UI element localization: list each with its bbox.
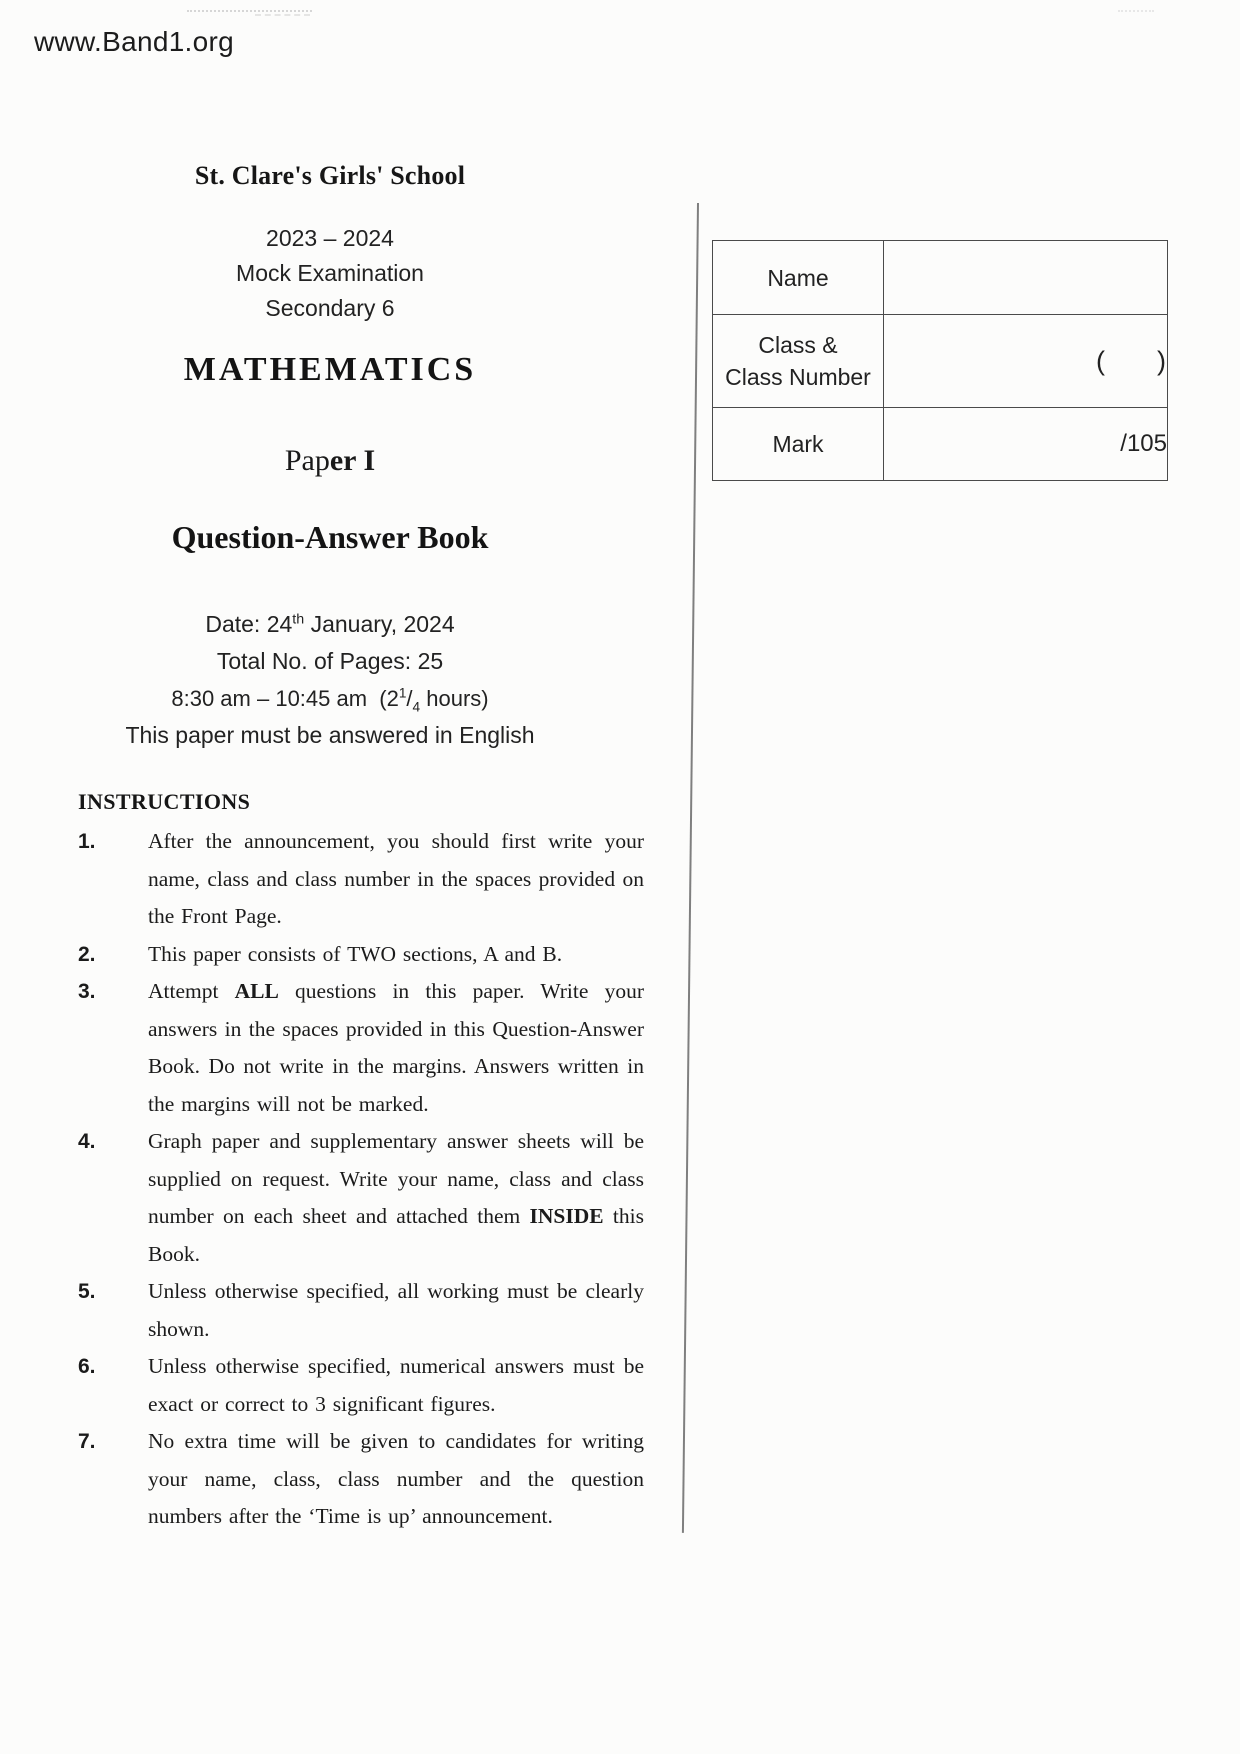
exam-date-ordinal: th: [292, 611, 305, 628]
table-row: [713, 315, 1168, 408]
school-name: St. Clare's Girls' School: [194, 161, 466, 190]
total-pages: Total No. of Pages: 25: [216, 648, 444, 674]
class-label-line1: Class &: [758, 332, 838, 358]
subject-title: MATHEMATICS: [183, 351, 477, 388]
school-year: 2023 – 2024: [266, 225, 394, 251]
class-value-cell: ( ): [884, 315, 1168, 408]
instruction-number: 7.: [78, 1430, 96, 1453]
paper-number: [0, 444, 660, 478]
scan-artifact: [1118, 10, 1154, 12]
instructions-list: [78, 823, 644, 1536]
instruction-item: [78, 1423, 644, 1536]
scan-artifact: [187, 10, 312, 12]
table-row: [713, 408, 1168, 481]
name-label: Name: [713, 241, 884, 315]
instruction-number: 5.: [78, 1280, 96, 1303]
instruction-item: [78, 1273, 644, 1348]
instructions-title: INSTRUCTIONS: [78, 789, 251, 814]
instruction-item: [78, 973, 644, 1123]
language-note: This paper must be answered in English: [125, 722, 535, 748]
paper-number-prefix: Pap: [284, 444, 330, 477]
class-label-line2: Class Number: [725, 364, 871, 390]
exam-date: [0, 611, 660, 638]
instruction-item: [78, 1348, 644, 1423]
exam-time-text: 8:30 am – 10:45 am (2: [171, 686, 399, 711]
mark-value-cell: /105: [884, 408, 1168, 481]
instruction-text: No extra time will be given to candidates for writing your name, class, class number and the question numbers after the ‘Time is up’ announcement.: [148, 1429, 644, 1528]
mark-label: Mark: [713, 408, 884, 481]
exam-date-text: Date: 24: [205, 611, 293, 637]
fraction-denominator: 4: [412, 699, 421, 715]
exam-date-rest: January, 2024: [304, 611, 455, 637]
instruction-text: Unless otherwise specified, numerical answers must be exact or correct to 3 significant figures.: [148, 1354, 644, 1416]
scan-artifact: [255, 14, 310, 16]
instruction-text: Unless otherwise specified, all working must be clearly shown.: [148, 1279, 644, 1341]
instruction-item: [78, 1123, 644, 1273]
margin-rule: [682, 203, 699, 1533]
instruction-number: 3.: [78, 980, 96, 1003]
instruction-text: After the announcement, you should first write your name, class and class number in the spaces provided on the Front Page.: [148, 829, 644, 928]
instructions-section: [78, 790, 644, 1536]
instruction-number: 2.: [78, 942, 96, 966]
instruction-item: [78, 936, 644, 974]
instruction-number: 6.: [78, 1355, 96, 1378]
table-row: [713, 241, 1168, 315]
instruction-text: Attempt ALL questions in this paper. Write your answers in the spaces provided in this Question-Answer Book. Do not write in the margins. Answers written in the margins will not be marked.: [148, 979, 645, 1116]
class-label: [713, 315, 884, 408]
exam-time: [0, 685, 660, 715]
site-watermark: www.Band1.org: [34, 26, 235, 57]
exam-time-rest: hours): [420, 686, 489, 711]
instruction-text: This paper consists of TWO sections, A and B.: [148, 941, 563, 966]
fraction-numerator: 1: [398, 685, 407, 701]
instruction-item: [78, 823, 644, 936]
exam-level: Secondary 6: [265, 295, 395, 321]
exam-title: Mock Examination: [236, 260, 424, 286]
instruction-number: 4.: [78, 1130, 96, 1153]
fraction-slash: /: [406, 686, 413, 711]
paper-number-suffix: er I: [329, 444, 376, 477]
instruction-text: Graph paper and supplementary answer sheets will be supplied on request. Write your name, class and class number on each sheet and attached them INSIDE this Book.: [148, 1129, 644, 1266]
instruction-number: 1.: [78, 830, 96, 853]
candidate-info-table: [712, 240, 1168, 481]
name-value-cell: [884, 241, 1168, 315]
book-title: Question-Answer Book: [171, 519, 489, 555]
